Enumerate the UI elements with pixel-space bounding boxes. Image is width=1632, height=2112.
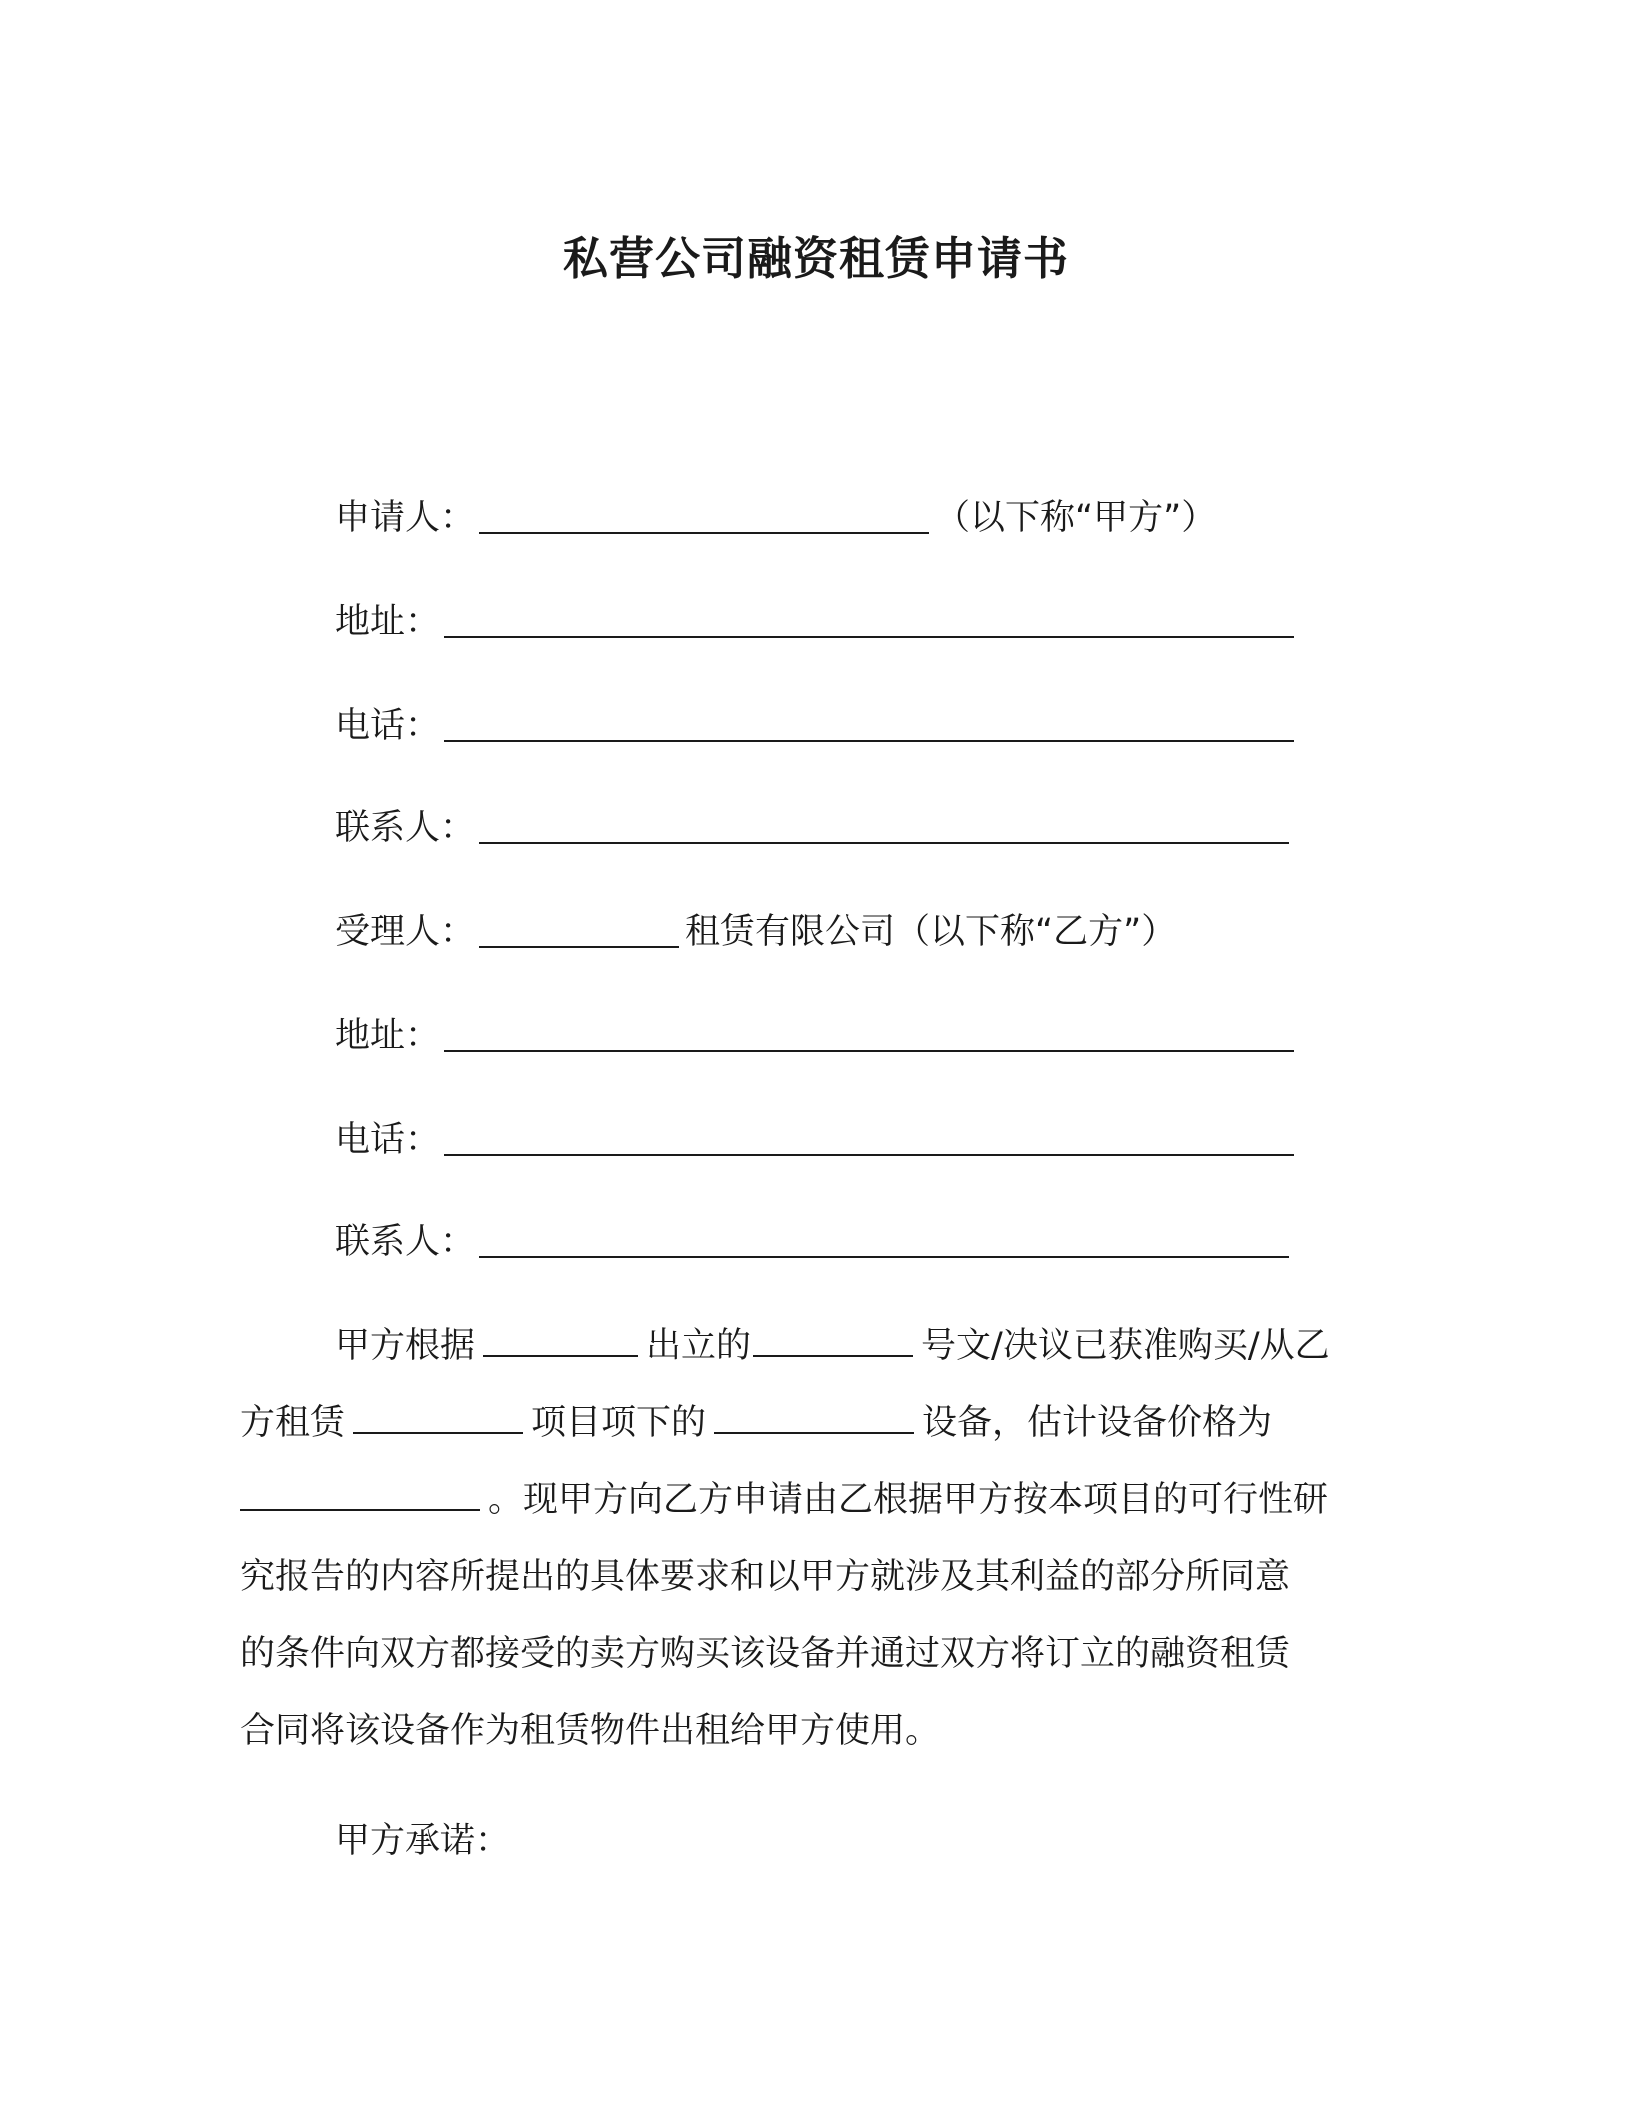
acceptor-contact-label: 联系人： xyxy=(335,1222,476,1262)
body-line-3 xyxy=(240,1462,1390,1539)
acceptor-address-label: 地址： xyxy=(335,1016,441,1056)
body-text: 。现甲方向乙方申请由乙根据甲方按本项目的可行性研 xyxy=(488,1480,1329,1520)
acceptor-name-label: 受理人： xyxy=(335,912,476,952)
promise-label: 甲方承诺： xyxy=(335,1821,511,1861)
acceptor-contact-blank[interactable] xyxy=(479,1222,1289,1258)
applicant-phone-blank[interactable] xyxy=(444,706,1294,742)
fill-blank[interactable] xyxy=(240,1479,480,1511)
applicant-phone-label: 电话： xyxy=(335,706,441,746)
acceptor-name-blank[interactable] xyxy=(479,912,679,948)
acceptor-name-row xyxy=(335,904,1176,954)
fill-blank[interactable] xyxy=(753,1325,913,1357)
body-text: 方租赁 xyxy=(240,1403,346,1443)
fill-blank[interactable] xyxy=(714,1402,914,1434)
acceptor-address-blank[interactable] xyxy=(444,1016,1294,1052)
body-text: 甲方根据 xyxy=(335,1326,476,1366)
body-line-4: 究报告的内容所提出的具体要求和以甲方就涉及其利益的部分所同意 xyxy=(240,1557,1291,1597)
body-text: 设备，估计设备价格为 xyxy=(922,1403,1273,1443)
applicant-contact-label: 联系人： xyxy=(335,808,476,848)
body-text: 出立的 xyxy=(646,1326,752,1366)
applicant-contact-blank[interactable] xyxy=(479,808,1289,844)
applicant-contact-row xyxy=(335,800,1295,850)
acceptor-phone-blank[interactable] xyxy=(444,1120,1294,1156)
body-line-1 xyxy=(240,1308,1390,1385)
applicant-name-blank[interactable] xyxy=(479,498,929,534)
applicant-name-label: 申请人： xyxy=(335,498,476,538)
acceptor-phone-label: 电话： xyxy=(335,1120,441,1160)
acceptor-phone-row xyxy=(335,1112,1300,1162)
body-paragraph xyxy=(240,1308,1390,1770)
acceptor-name-suffix: 租赁有限公司（以下称“乙方”） xyxy=(685,912,1177,952)
body-text: 号文/决议已获准购买/从乙 xyxy=(921,1326,1330,1366)
fill-blank[interactable] xyxy=(483,1325,638,1357)
body-line-5: 的条件向双方都接受的卖方购买该设备并通过双方将订立的融资租赁 xyxy=(240,1634,1291,1674)
acceptor-address-row xyxy=(335,1008,1300,1058)
applicant-phone-row xyxy=(335,698,1300,748)
applicant-address-blank[interactable] xyxy=(444,602,1294,638)
applicant-address-label: 地址： xyxy=(335,602,441,642)
applicant-name-suffix: （以下称“甲方”） xyxy=(935,498,1217,538)
document-title: 私营公司融资租赁申请书 xyxy=(562,232,1069,285)
body-text: 项目项下的 xyxy=(531,1403,707,1443)
acceptor-contact-row xyxy=(335,1214,1295,1264)
body-line-2 xyxy=(240,1385,1390,1462)
body-line-6: 合同将该设备作为租赁物件出租给甲方使用。 xyxy=(240,1711,941,1751)
fill-blank[interactable] xyxy=(353,1402,523,1434)
applicant-address-row xyxy=(335,594,1300,644)
applicant-name-row xyxy=(335,490,1216,540)
